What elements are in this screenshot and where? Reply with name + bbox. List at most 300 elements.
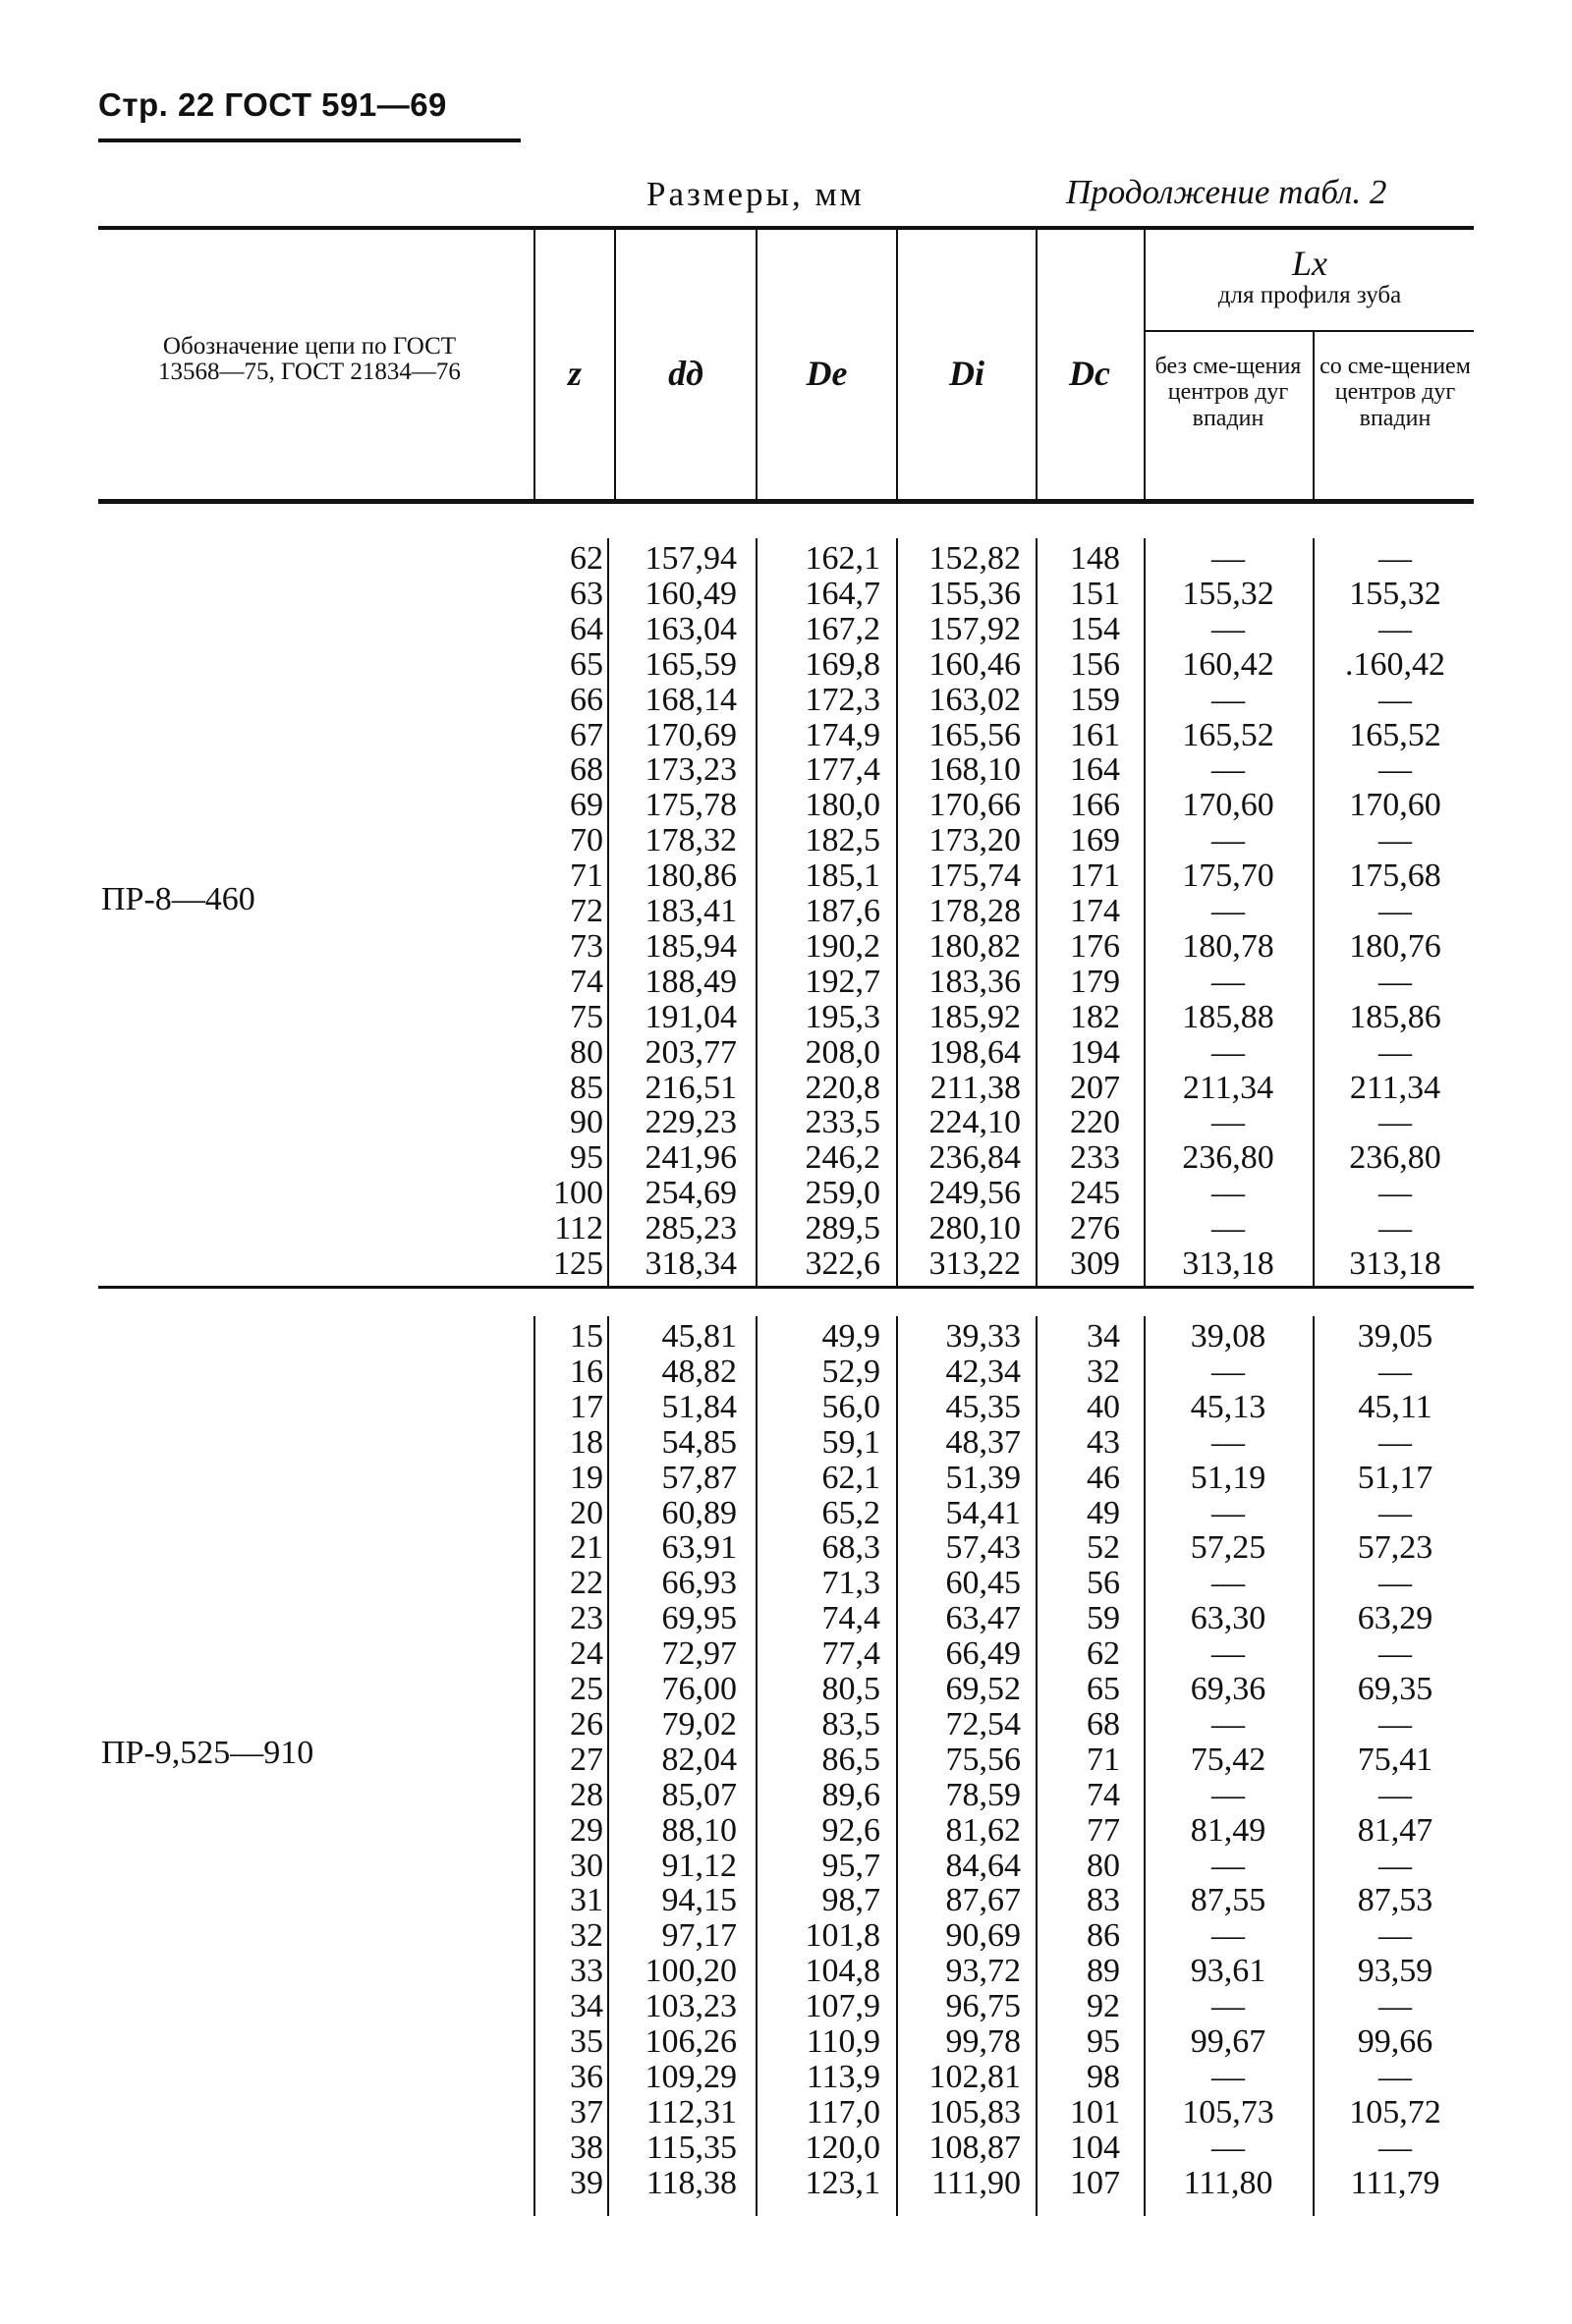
cell-l2: — (1378, 1917, 1412, 1955)
cell-z: 23 (570, 1600, 603, 1637)
cell-de: 86,5 (821, 1741, 880, 1778)
cell-dc: 98 (1087, 2058, 1120, 2095)
cell-dd: 66,93 (661, 1565, 737, 1602)
cell-l2: — (1378, 1033, 1412, 1071)
table-row (0, 1989, 1572, 2024)
cell-l1: — (1211, 1988, 1245, 2025)
cell-de: 246,2 (805, 1139, 880, 1177)
table-row (0, 1390, 1572, 1425)
cell-l2: 170,60 (1349, 787, 1441, 824)
cell-l2: 63,29 (1357, 1600, 1433, 1637)
cell-l2: 75,41 (1357, 1741, 1433, 1778)
cell-l1: 45,13 (1190, 1388, 1266, 1425)
table-row (0, 718, 1572, 753)
cell-l2: 93,59 (1357, 1953, 1433, 1990)
cell-de: 123,1 (805, 2164, 880, 2201)
cell-l2: 211,34 (1349, 1069, 1441, 1106)
table-row (0, 647, 1572, 683)
cell-z: 68 (570, 751, 603, 789)
cell-di: 87,67 (945, 1882, 1021, 1919)
cell-dc: 166 (1070, 787, 1120, 824)
cell-z: 19 (570, 1459, 603, 1496)
table-row (0, 1355, 1572, 1390)
cell-z: 32 (570, 1917, 603, 1955)
de-header: Dе (806, 354, 848, 393)
chain-group-label: ПР-9,525—910 (101, 1735, 314, 1771)
cell-l2: 99,66 (1357, 2023, 1433, 2060)
table-row (0, 612, 1572, 647)
cell-dc: 176 (1070, 927, 1120, 965)
cell-z: 16 (570, 1353, 603, 1390)
group-separator-rule (98, 1286, 1474, 1289)
cell-di: 155,36 (928, 575, 1021, 612)
cell-l1: 236,80 (1182, 1139, 1274, 1177)
cell-z: 28 (570, 1776, 603, 1813)
table-row (0, 929, 1572, 965)
cell-di: 160,46 (928, 645, 1021, 683)
cell-dc: 59 (1087, 1600, 1120, 1637)
continuation-caption: Продолжение табл. 2 (1066, 173, 1387, 211)
table-row (0, 1035, 1572, 1071)
table-row (0, 1601, 1572, 1636)
cell-z: 64 (570, 610, 603, 647)
cell-dd: 76,00 (661, 1671, 737, 1707)
table-row (0, 1105, 1572, 1140)
cell-l2: — (1378, 751, 1412, 789)
table-row (0, 965, 1572, 1000)
cell-de: 56,0 (821, 1388, 880, 1425)
cell-l2: — (1378, 963, 1412, 1000)
cell-z: 112 (554, 1210, 603, 1247)
cell-di: 236,84 (928, 1139, 1021, 1177)
cell-l1: 105,73 (1182, 2093, 1274, 2130)
cell-dc: 65 (1087, 1671, 1120, 1707)
cell-z: 30 (570, 1847, 603, 1884)
table-row (0, 1707, 1572, 1743)
cell-de: 95,7 (821, 1847, 880, 1884)
cell-z: 70 (570, 822, 603, 859)
cell-di: 313,22 (928, 1245, 1021, 1282)
cell-dd: 106,26 (645, 2023, 737, 2060)
cell-l2: .160,42 (1345, 645, 1445, 683)
cell-de: 162,1 (805, 540, 880, 577)
cell-z: 75 (570, 998, 603, 1035)
cell-dc: 49 (1087, 1494, 1120, 1531)
cell-dd: 254,69 (645, 1175, 737, 1212)
table-row (0, 1778, 1572, 1813)
cell-di: 84,64 (945, 1847, 1021, 1884)
dd-header: dд (668, 354, 703, 393)
header-rule (98, 138, 521, 142)
table-row (0, 683, 1572, 718)
cell-di: 57,43 (945, 1529, 1021, 1567)
cell-l1: 111,80 (1183, 2164, 1273, 2201)
cell-dc: 156 (1070, 645, 1120, 683)
cell-di: 90,69 (945, 1917, 1021, 1955)
cell-dc: 174 (1070, 893, 1120, 929)
with-shift-header: со сме-щением центров дуг впадин (1319, 354, 1471, 431)
cell-z: 26 (570, 1705, 603, 1743)
cell-di: 165,56 (928, 716, 1021, 753)
cell-dd: 183,41 (645, 893, 737, 929)
cell-de: 167,2 (805, 610, 880, 647)
cell-di: 48,37 (945, 1423, 1021, 1461)
table-row (0, 752, 1572, 788)
table-row (0, 823, 1572, 858)
cell-l2: — (1378, 893, 1412, 929)
lx-subheader-rule (1146, 330, 1474, 332)
cell-dc: 220 (1070, 1104, 1120, 1141)
cell-di: 66,49 (945, 1635, 1021, 1673)
cell-dc: 43 (1087, 1423, 1120, 1461)
cell-dc: 56 (1087, 1565, 1120, 1602)
cell-z: 72 (570, 893, 603, 929)
no-shift-header: без сме-щения центров дуг впадин (1154, 354, 1302, 431)
cell-dd: 97,17 (661, 1917, 737, 1955)
cell-z: 100 (553, 1175, 603, 1212)
cell-dc: 71 (1087, 1741, 1120, 1778)
cell-z: 18 (570, 1423, 603, 1461)
cell-de: 190,2 (805, 927, 880, 965)
cell-di: 78,59 (945, 1776, 1021, 1813)
table-row (0, 2166, 1572, 2201)
table-row (0, 1672, 1572, 1707)
cell-dd: 45,81 (661, 1318, 737, 1355)
cell-de: 71,3 (821, 1565, 880, 1602)
cell-l1: — (1211, 751, 1245, 789)
cell-l1: 63,30 (1190, 1600, 1266, 1637)
cell-dd: 79,02 (661, 1705, 737, 1743)
cell-di: 96,75 (945, 1988, 1021, 2025)
cell-dd: 115,35 (646, 2129, 737, 2166)
cell-dd: 285,23 (645, 1210, 737, 1247)
cell-l1: 155,32 (1182, 575, 1274, 612)
cell-de: 68,3 (821, 1529, 880, 1567)
cell-dd: 175,78 (645, 787, 737, 824)
cell-dd: 112,31 (646, 2093, 737, 2130)
cell-dd: 160,49 (645, 575, 737, 612)
cell-di: 102,81 (928, 2058, 1021, 2095)
cell-dd: 170,69 (645, 716, 737, 753)
cell-di: 108,87 (928, 2129, 1021, 2166)
cell-dc: 182 (1070, 998, 1120, 1035)
cell-l2: — (1378, 1565, 1412, 1602)
cell-dc: 309 (1070, 1245, 1120, 1282)
header-bottom-rule (98, 499, 1474, 504)
cell-dc: 86 (1087, 1917, 1120, 1955)
cell-di: 168,10 (928, 751, 1021, 789)
cell-l1: 99,67 (1190, 2023, 1266, 2060)
cell-l2: 185,86 (1349, 998, 1441, 1035)
cell-di: 69,52 (945, 1671, 1021, 1707)
cell-de: 113,9 (806, 2058, 880, 2095)
cell-dc: 92 (1087, 1988, 1120, 2025)
cell-l2: 165,52 (1349, 716, 1441, 753)
cell-de: 110,9 (806, 2023, 880, 2060)
cell-de: 177,4 (805, 751, 880, 789)
cell-dc: 104 (1070, 2129, 1120, 2166)
table-row (0, 1246, 1572, 1282)
cell-di: 75,56 (945, 1741, 1021, 1778)
cell-di: 42,34 (945, 1353, 1021, 1390)
cell-dd: 173,23 (645, 751, 737, 789)
cell-de: 192,7 (805, 963, 880, 1000)
cell-l2: — (1378, 681, 1412, 718)
table-row (0, 2060, 1572, 2095)
cell-l2: 57,23 (1357, 1529, 1433, 1567)
cell-l1: 170,60 (1182, 787, 1274, 824)
cell-l1: — (1211, 1210, 1245, 1247)
cell-l1: 160,42 (1182, 645, 1274, 683)
cell-de: 180,0 (805, 787, 880, 824)
cell-l2: — (1378, 1423, 1412, 1461)
cell-di: 45,35 (945, 1388, 1021, 1425)
chain-designation-header: Обозначение цепи по ГОСТ 13568—75, ГОСТ 21834—76 (158, 333, 461, 386)
cell-l1: — (1211, 540, 1245, 577)
cell-di: 175,74 (928, 858, 1021, 895)
cell-l2: 51,17 (1357, 1459, 1433, 1496)
cell-l1: — (1211, 1494, 1245, 1531)
cell-l2: 87,53 (1357, 1882, 1433, 1919)
cell-l1: — (1211, 1917, 1245, 1955)
cell-di: 170,66 (928, 787, 1021, 824)
cell-l1: — (1211, 963, 1245, 1000)
cell-z: 66 (570, 681, 603, 718)
cell-di: 224,10 (928, 1104, 1021, 1141)
cell-dd: 203,77 (645, 1033, 737, 1071)
cell-di: 111,90 (931, 2164, 1021, 2201)
cell-dc: 233 (1070, 1139, 1120, 1177)
cell-dc: 207 (1070, 1069, 1120, 1106)
cell-l2: — (1378, 1210, 1412, 1247)
cell-z: 38 (570, 2129, 603, 2166)
cell-l2: — (1378, 540, 1412, 577)
cell-di: 180,82 (928, 927, 1021, 965)
cell-de: 65,2 (821, 1494, 880, 1531)
cell-l2: 236,80 (1349, 1139, 1441, 1177)
cell-di: 178,28 (928, 893, 1021, 929)
cell-l1: 51,19 (1190, 1459, 1266, 1496)
cell-l1: 75,42 (1190, 1741, 1266, 1778)
table-row (0, 1636, 1572, 1672)
cell-di: 105,83 (928, 2093, 1021, 2130)
cell-de: 59,1 (821, 1423, 880, 1461)
page-header: Стр. 22 ГОСТ 591—69 (98, 86, 447, 123)
cell-de: 107,9 (805, 1988, 880, 2025)
cell-z: 73 (570, 927, 603, 965)
cell-l2: — (1378, 2129, 1412, 2166)
cell-dc: 95 (1087, 2023, 1120, 2060)
cell-z: 33 (570, 1953, 603, 1990)
cell-de: 289,5 (805, 1210, 880, 1247)
cell-z: 125 (553, 1245, 603, 1282)
cell-di: 198,64 (928, 1033, 1021, 1071)
table-top-rule (98, 226, 1474, 230)
cell-z: 27 (570, 1741, 603, 1778)
cell-l1: 87,55 (1190, 1882, 1266, 1919)
cell-l1: — (1211, 822, 1245, 859)
cell-l2: 180,76 (1349, 927, 1441, 965)
cell-de: 49,9 (821, 1318, 880, 1355)
table-row (0, 1743, 1572, 1778)
cell-dd: 57,87 (661, 1459, 737, 1496)
cell-di: 173,20 (928, 822, 1021, 859)
cell-l2: 155,32 (1349, 575, 1441, 612)
cell-l1: — (1211, 1033, 1245, 1071)
cell-di: 152,82 (928, 540, 1021, 577)
cell-dc: 62 (1087, 1635, 1120, 1673)
cell-dd: 216,51 (645, 1069, 737, 1106)
cell-z: 22 (570, 1565, 603, 1602)
cell-de: 98,7 (821, 1882, 880, 1919)
cell-z: 74 (570, 963, 603, 1000)
cell-l1: — (1211, 1353, 1245, 1390)
cell-de: 182,5 (805, 822, 880, 859)
cell-de: 195,3 (805, 998, 880, 1035)
cell-de: 169,8 (805, 645, 880, 683)
cell-dd: 85,07 (661, 1776, 737, 1813)
cell-z: 37 (570, 2093, 603, 2130)
cell-di: 72,54 (945, 1705, 1021, 1743)
cell-l1: 69,36 (1190, 1671, 1266, 1707)
cell-l1: — (1211, 681, 1245, 718)
cell-dd: 188,49 (645, 963, 737, 1000)
di-header: Di (949, 354, 984, 393)
cell-di: 249,56 (928, 1175, 1021, 1212)
cell-dc: 89 (1087, 1953, 1120, 1990)
cell-dc: 194 (1070, 1033, 1120, 1071)
cell-l2: — (1378, 610, 1412, 647)
z-header: z (567, 354, 582, 393)
cell-dd: 54,85 (661, 1423, 737, 1461)
table-row (0, 2095, 1572, 2130)
cell-dd: 48,82 (661, 1353, 737, 1390)
cell-z: 24 (570, 1635, 603, 1673)
cell-dd: 157,94 (645, 540, 737, 577)
cell-z: 80 (570, 1033, 603, 1071)
cell-l1: 165,52 (1182, 716, 1274, 753)
cell-z: 17 (570, 1388, 603, 1425)
cell-dd: 318,34 (645, 1245, 737, 1282)
cell-di: 211,38 (929, 1069, 1021, 1106)
cell-l2: 39,05 (1357, 1318, 1433, 1355)
cell-l1: — (1211, 1847, 1245, 1884)
cell-di: 99,78 (945, 2023, 1021, 2060)
cell-dd: 88,10 (661, 1811, 737, 1849)
cell-dd: 100,20 (645, 1953, 737, 1990)
cell-z: 31 (570, 1882, 603, 1919)
table-row (0, 1530, 1572, 1566)
cell-de: 80,5 (821, 1671, 880, 1707)
cell-de: 220,8 (805, 1069, 880, 1106)
cell-de: 208,0 (805, 1033, 880, 1071)
cell-l2: 69,35 (1357, 1671, 1433, 1707)
cell-di: 39,33 (945, 1318, 1021, 1355)
cell-di: 54,41 (945, 1494, 1021, 1531)
cell-di: 163,02 (928, 681, 1021, 718)
units-caption: Размеры, мм (646, 175, 865, 213)
cell-l2: 45,11 (1358, 1388, 1432, 1425)
cell-dd: 178,32 (645, 822, 737, 859)
table-row (0, 894, 1572, 929)
cell-l1: — (1211, 1705, 1245, 1743)
cell-de: 62,1 (821, 1459, 880, 1496)
cell-l1: — (1211, 1104, 1245, 1141)
cell-di: 81,62 (945, 1811, 1021, 1849)
cell-di: 157,92 (928, 610, 1021, 647)
cell-z: 67 (570, 716, 603, 753)
cell-dc: 40 (1087, 1388, 1120, 1425)
cell-dc: 164 (1070, 751, 1120, 789)
table-row (0, 788, 1572, 823)
cell-dc: 52 (1087, 1529, 1120, 1567)
cell-dd: 63,91 (661, 1529, 737, 1567)
cell-l1: 185,88 (1182, 998, 1274, 1035)
cell-dc: 74 (1087, 1776, 1120, 1813)
cell-dc: 159 (1070, 681, 1120, 718)
cell-dd: 191,04 (645, 998, 737, 1035)
cell-dd: 91,12 (661, 1847, 737, 1884)
cell-dd: 51,84 (661, 1388, 737, 1425)
cell-de: 164,7 (805, 575, 880, 612)
cell-dc: 107 (1070, 2164, 1120, 2201)
cell-dd: 163,04 (645, 610, 737, 647)
cell-l1: — (1211, 1175, 1245, 1212)
cell-l2: 313,18 (1349, 1245, 1441, 1282)
cell-dd: 168,14 (645, 681, 737, 718)
cell-dd: 180,86 (645, 858, 737, 895)
cell-z: 69 (570, 787, 603, 824)
cell-z: 29 (570, 1811, 603, 1849)
cell-z: 25 (570, 1671, 603, 1707)
cell-de: 185,1 (805, 858, 880, 895)
cell-de: 104,8 (805, 1953, 880, 1990)
cell-l2: 105,72 (1349, 2093, 1441, 2130)
cell-de: 187,6 (805, 893, 880, 929)
cell-dd: 109,29 (645, 2058, 737, 2095)
cell-z: 65 (570, 645, 603, 683)
cell-dd: 69,95 (661, 1600, 737, 1637)
cell-l1: — (1211, 1565, 1245, 1602)
table-row (0, 858, 1572, 894)
cell-l2: — (1378, 1353, 1412, 1390)
table-row (0, 1176, 1572, 1211)
cell-di: 63,47 (945, 1600, 1021, 1637)
table-row (0, 1000, 1572, 1035)
cell-de: 322,6 (805, 1245, 880, 1282)
cell-l1: — (1211, 2058, 1245, 2095)
column-divider (1313, 332, 1315, 499)
cell-l1: — (1211, 1423, 1245, 1461)
table-row (0, 1211, 1572, 1246)
cell-de: 120,0 (805, 2129, 880, 2166)
table-row (0, 2024, 1572, 2060)
table-row (0, 1140, 1572, 1176)
table-row (0, 2130, 1572, 2166)
cell-de: 101,8 (805, 1917, 880, 1955)
cell-z: 95 (570, 1139, 603, 1177)
cell-de: 233,5 (805, 1104, 880, 1141)
cell-dd: 241,96 (645, 1139, 737, 1177)
table-row (0, 1319, 1572, 1355)
cell-di: 185,92 (928, 998, 1021, 1035)
cell-dd: 118,38 (646, 2164, 737, 2201)
table-row (0, 1071, 1572, 1106)
cell-dd: 94,15 (661, 1882, 737, 1919)
cell-l1: 175,70 (1182, 858, 1274, 895)
cell-l1: — (1211, 2129, 1245, 2166)
cell-dc: 46 (1087, 1459, 1120, 1496)
